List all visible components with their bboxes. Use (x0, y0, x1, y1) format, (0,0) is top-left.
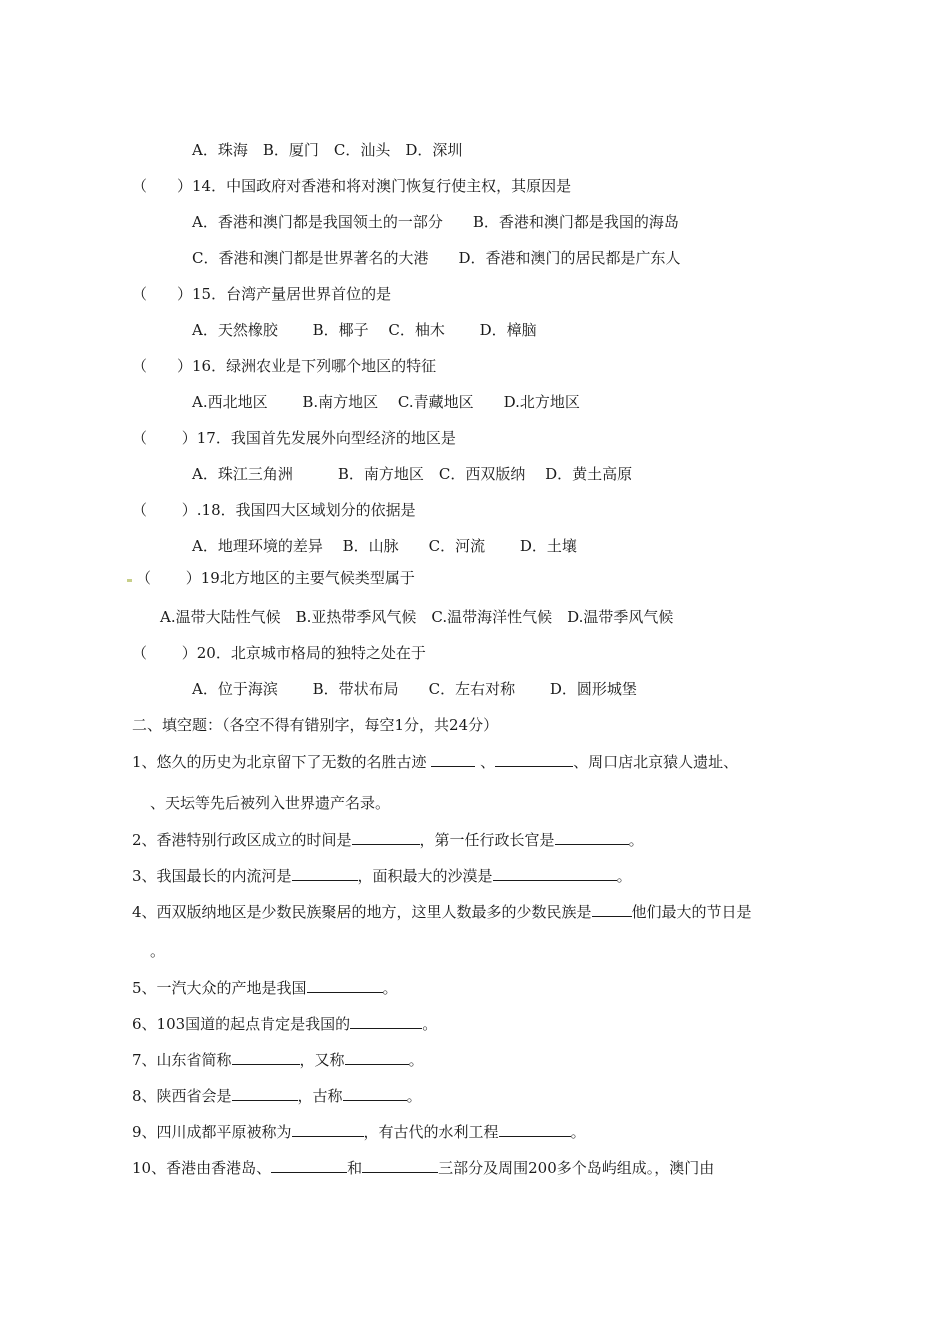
fill-text: 和 (347, 1159, 363, 1177)
answer-blank[interactable] (495, 750, 573, 767)
fill-text: ，古称 (297, 1087, 343, 1105)
q17-options: A．珠江三角洲 B．南方地区 C．西双版纳 D．黄土高原 (192, 465, 633, 483)
fill-text: 、 (475, 753, 496, 771)
fill-item-5 (132, 976, 398, 999)
q18-options: A．地理环境的差异 B．山脉 C．河流 D．土壤 (192, 537, 577, 555)
answer-blank[interactable] (232, 1048, 300, 1065)
answer-blank[interactable] (431, 750, 475, 767)
q16-options: A.西北地区 B.南方地区 C.青藏地区 D.北方地区 (192, 393, 580, 411)
fill-text: ，第一任行政长官是 (419, 831, 555, 849)
q19-options: A.温带大陆性气候 B.亚热带季风气候 C.温带海洋性气候 D.温带季风气候 (160, 608, 674, 626)
fill-text: 。 (628, 831, 644, 849)
fill-text: ，又称 (299, 1051, 345, 1069)
answer-blank[interactable] (271, 1156, 347, 1173)
answer-blank[interactable] (350, 1012, 422, 1029)
answer-blank[interactable] (345, 1048, 409, 1065)
answer-blank[interactable] (352, 828, 420, 845)
fill-text: 。 (406, 1087, 422, 1105)
section2-heading: 二、填空题：（各空不得有错别字，每空1分，共24分） (132, 716, 499, 734)
q20-options: A．位于海滨 B．带状布局 C．左右对称 D．圆形城堡 (192, 680, 637, 698)
fill-item-8 (132, 1084, 422, 1107)
fill-text: 他们最大的节日是 (631, 903, 752, 921)
fill-text: 7、山东省简称 (132, 1051, 232, 1069)
fill-text: 。 (408, 1051, 424, 1069)
fill-text: 8、陕西省会是 (132, 1087, 232, 1105)
fill-text: 6、103国道的起点肯定是我国的 (132, 1015, 351, 1033)
fill-item-1 (132, 750, 738, 773)
answer-blank[interactable] (292, 1120, 364, 1137)
q15-prompt: （ ）15．台湾产量居世界首位的是 (132, 285, 392, 303)
fill-text: 、周口店北京猿人遗址、 (573, 753, 739, 771)
answer-blank[interactable] (292, 864, 358, 881)
answer-blank[interactable] (362, 1156, 438, 1173)
fill-text: 。 (570, 1123, 586, 1141)
fill-text: 2、香港特别行政区成立的时间是 (132, 831, 352, 849)
fill-text: 三部分及周围200多个岛屿组成。，澳门由 (438, 1159, 715, 1177)
q14-options-cd: C．香港和澳门都是世界著名的大港 D．香港和澳门的居民都是广东人 (192, 249, 681, 267)
fill-text: 。 (616, 867, 632, 885)
fill-text: ，面积最大的沙漠是 (357, 867, 493, 885)
fill-item-10 (132, 1156, 714, 1179)
fill-text: 。 (422, 1015, 438, 1033)
fill-item-6 (132, 1012, 437, 1035)
fill-text: 3、我国最长的内流河是 (132, 867, 292, 885)
q19-prompt: （ ）19北方地区的主要气候类型属于 (136, 569, 415, 587)
q20-prompt: （ ）20．北京城市格局的独特之处在于 (132, 644, 426, 662)
fill-item-4-cont: 。 (150, 942, 166, 960)
fill-text: 1、悠久的历史为北京留下了无数的名胜古迹 (132, 753, 432, 771)
q16-prompt: （ ）16．绿洲农业是下列哪个地区的特征 (132, 357, 437, 375)
q13-options: A．珠海 B．厦门 C．汕头 D．深圳 (192, 141, 463, 159)
fill-text: 。 (382, 979, 398, 997)
fill-item-3 (132, 864, 632, 887)
fill-item-2 (132, 828, 644, 851)
fill-text: 9、四川成都平原被称为 (132, 1123, 292, 1141)
answer-blank[interactable] (555, 828, 629, 845)
answer-blank[interactable] (499, 1120, 571, 1137)
fill-text: 5、一汽大众的产地是我国 (132, 979, 307, 997)
answer-blank[interactable] (343, 1084, 407, 1101)
answer-blank[interactable] (592, 900, 632, 917)
q15-options: A．天然橡胶 B．椰子 C．柚木 D．樟脑 (192, 321, 537, 339)
q17-prompt: （ ）17．我国首先发展外向型经济的地区是 (132, 429, 456, 447)
fill-item-9 (132, 1120, 586, 1143)
fill-text: ，有古代的水利工程 (363, 1123, 499, 1141)
q14-options-ab: A．香港和澳门都是我国领土的一部分 B．香港和澳门都是我国的海岛 (192, 213, 679, 231)
fill-text: 4、西双版纳地区是少数民族聚居的地方，这里人数最多的少数民族是 (132, 903, 592, 921)
fill-item-4 (132, 900, 752, 923)
q14-prompt: （ ）14．中国政府对香港和将对澳门恢复行使主权，其原因是 (132, 177, 572, 195)
fill-item-1-cont: 、天坛等先后被列入世界遗产名录。 (150, 794, 391, 812)
answer-blank[interactable] (307, 976, 383, 993)
fill-item-7 (132, 1048, 424, 1071)
fill-text: 10、香港由香港岛、 (132, 1159, 272, 1177)
answer-blank[interactable] (232, 1084, 298, 1101)
scan-mark (127, 579, 132, 582)
q18-prompt: （ ）.18．我国四大区域划分的依据是 (132, 501, 416, 519)
answer-blank[interactable] (493, 864, 617, 881)
